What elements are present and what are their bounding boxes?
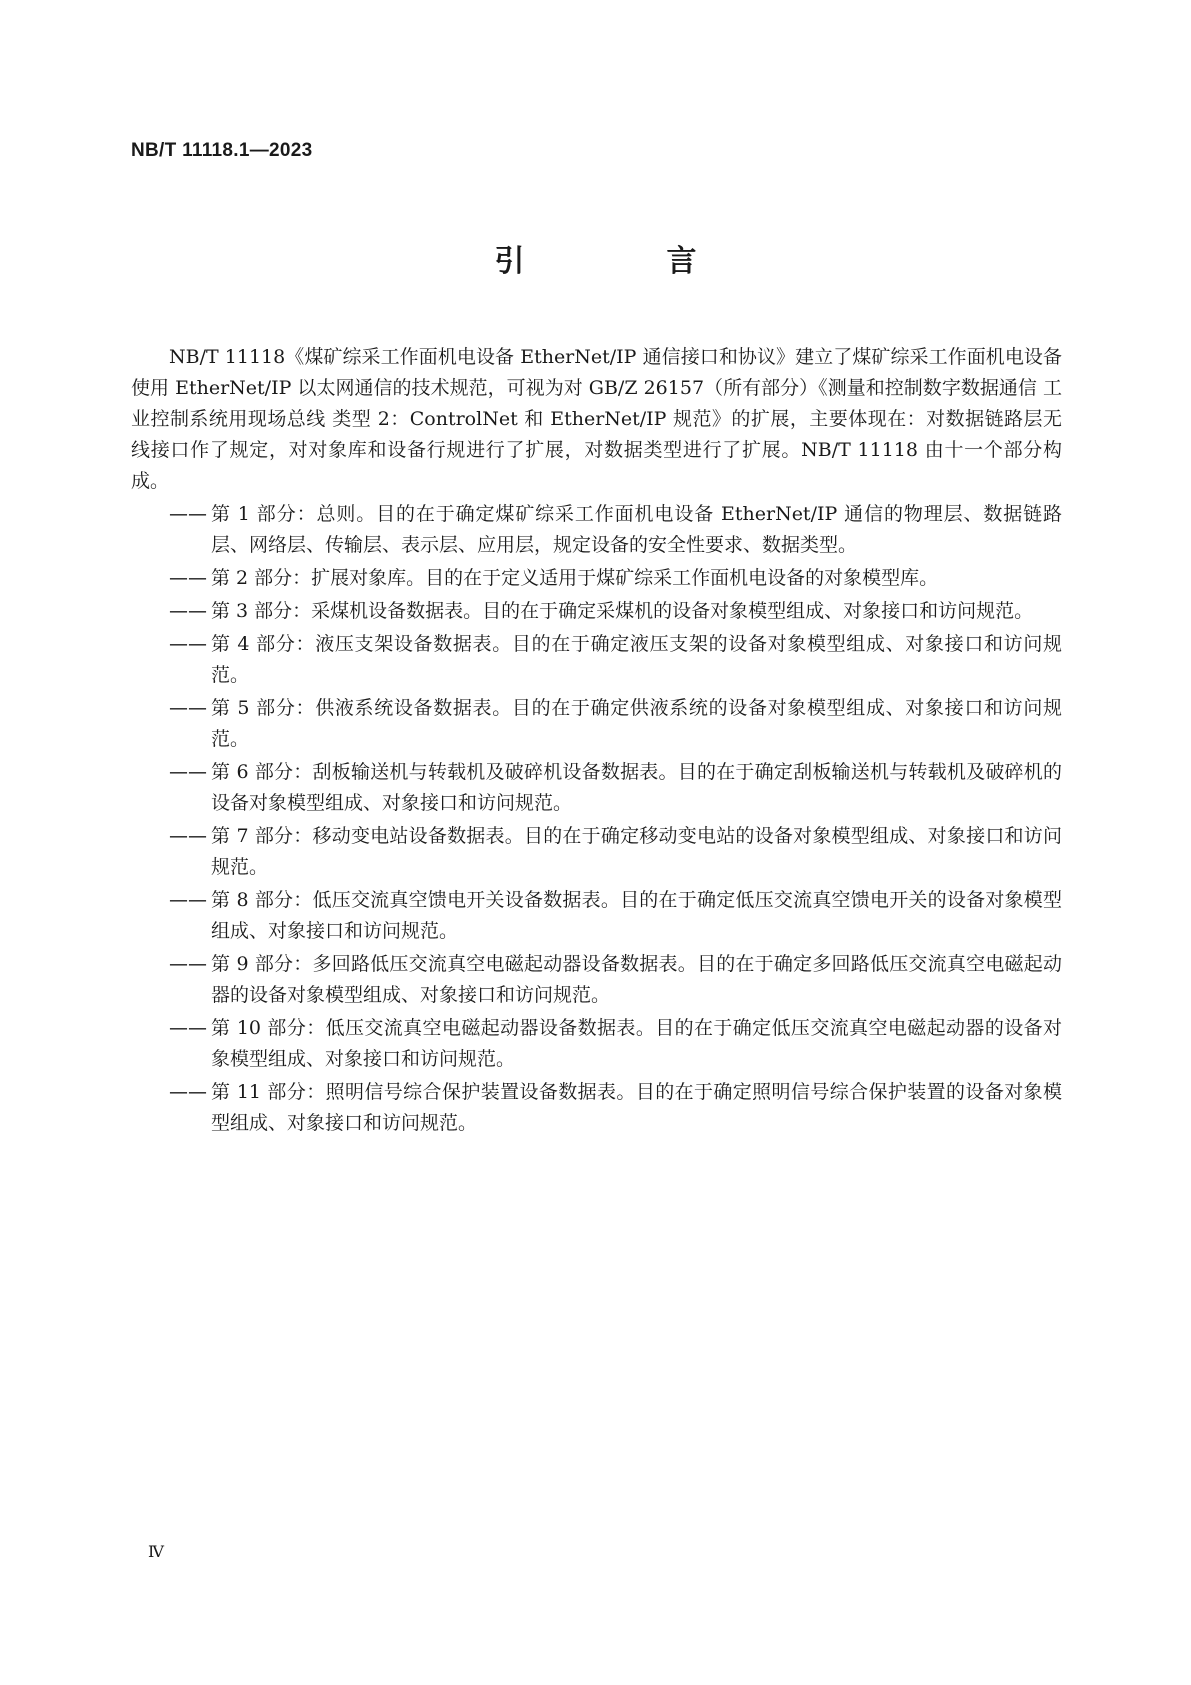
part-text: 第 9 部分：多回路低压交流真空电磁起动器设备数据表。目的在于确定多回路低压交流真空电磁起动器的设备对象模型组成、对象接口和访问规范。	[211, 953, 1062, 1006]
list-dash: ——	[169, 953, 207, 975]
intro-paragraph: NB/T 11118《煤矿综采工作面机电设备 EtherNet/IP 通信接口和协议》建立了煤矿综采工作面机电设备使用 EtherNet/IP 以太网通信的技术规范，可视为对 GB/Z 26157（所有部分）《测量和控制数字数据通信 工业控制系统用现场总线 类型 2：ControlNet 和 EtherNet/IP 规范》的扩展，主要体现在：对数据链路层无线接口作了规定，对对象库和设备行规进行了扩展，对数据类型进行了扩展。NB/T 11118 由十一个部分构成。	[131, 346, 1062, 492]
list-dash: ——	[169, 825, 207, 847]
list-item	[131, 563, 1062, 594]
list-dash: ——	[169, 600, 207, 622]
list-item	[131, 499, 1062, 561]
part-text: 第 8 部分：低压交流真空馈电开关设备数据表。目的在于确定低压交流真空馈电开关的设备对象模型组成、对象接口和访问规范。	[211, 889, 1062, 942]
page-number: Ⅳ	[148, 1542, 164, 1561]
list-item	[131, 1077, 1062, 1139]
list-item	[131, 596, 1062, 627]
list-dash: ——	[169, 567, 207, 589]
list-dash: ——	[169, 697, 207, 719]
list-item	[131, 757, 1062, 819]
parts-list	[131, 499, 1062, 1139]
list-item	[131, 949, 1062, 1011]
part-text: 第 6 部分：刮板输送机与转载机及破碎机设备数据表。目的在于确定刮板输送机与转载机及破碎机的设备对象模型组成、对象接口和访问规范。	[211, 761, 1062, 814]
list-item	[131, 885, 1062, 947]
list-dash: ——	[169, 761, 207, 783]
list-dash: ——	[169, 633, 207, 655]
list-dash: ——	[169, 1017, 207, 1039]
introduction-body	[131, 342, 1062, 1141]
part-text: 第 5 部分：供液系统设备数据表。目的在于确定供液系统的设备对象模型组成、对象接口和访问规范。	[211, 697, 1062, 750]
standard-number: NB/T 11118.1—2023	[131, 140, 313, 161]
list-dash: ——	[169, 889, 207, 911]
part-text: 第 10 部分：低压交流真空电磁起动器设备数据表。目的在于确定低压交流真空电磁起动器的设备对象模型组成、对象接口和访问规范。	[211, 1017, 1062, 1070]
part-text: 第 4 部分：液压支架设备数据表。目的在于确定液压支架的设备对象模型组成、对象接口和访问规范。	[211, 633, 1062, 686]
part-text: 第 7 部分：移动变电站设备数据表。目的在于确定移动变电站的设备对象模型组成、对象接口和访问规范。	[211, 825, 1062, 878]
page-title: 引 言	[494, 244, 753, 279]
list-item	[131, 629, 1062, 691]
part-text: 第 1 部分：总则。目的在于确定煤矿综采工作面机电设备 EtherNet/IP 通信的物理层、数据链路层、网络层、传输层、表示层、应用层，规定设备的安全性要求、数据类型。	[211, 503, 1062, 556]
part-text: 第 11 部分：照明信号综合保护装置设备数据表。目的在于确定照明信号综合保护装置的设备对象模型组成、对象接口和访问规范。	[211, 1081, 1062, 1134]
part-text: 第 3 部分：采煤机设备数据表。目的在于确定采煤机的设备对象模型组成、对象接口和访问规范。	[211, 600, 1034, 622]
list-item	[131, 821, 1062, 883]
list-dash: ——	[169, 503, 207, 525]
list-dash: ——	[169, 1081, 207, 1103]
list-item	[131, 693, 1062, 755]
list-item	[131, 1013, 1062, 1075]
part-text: 第 2 部分：扩展对象库。目的在于定义适用于煤矿综采工作面机电设备的对象模型库。	[211, 567, 939, 589]
